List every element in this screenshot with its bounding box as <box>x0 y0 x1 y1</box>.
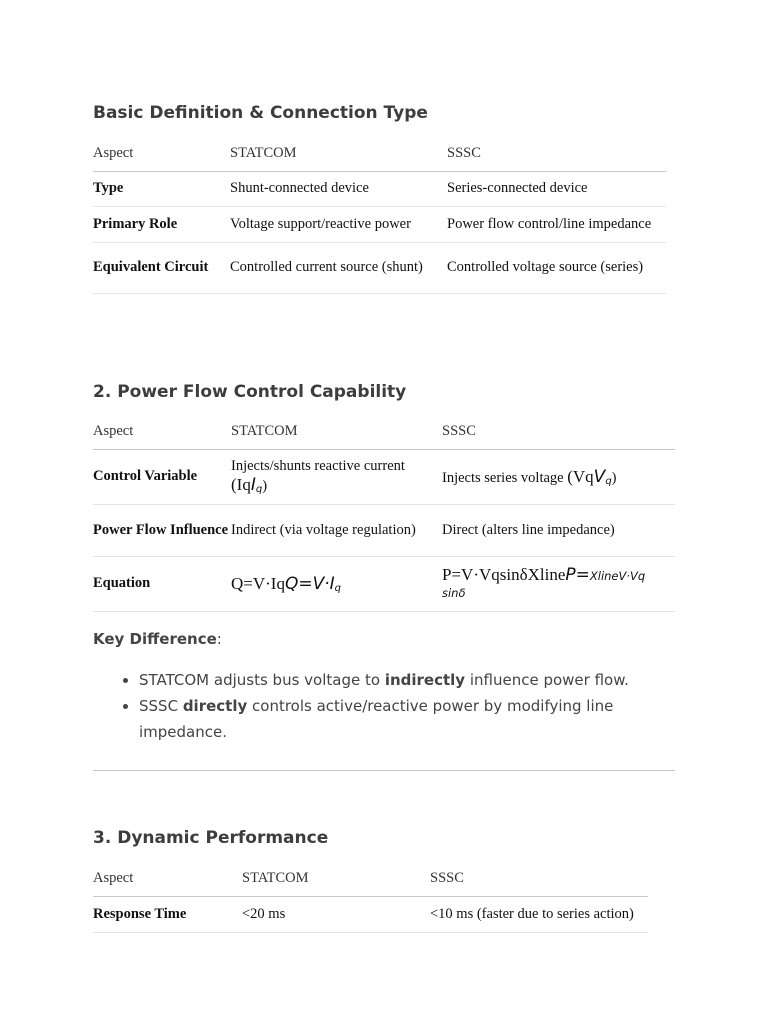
table-basic-definition <box>93 136 666 294</box>
equation-italic: P= <box>565 565 590 585</box>
equation-plain: Q=V·Iq <box>231 573 285 593</box>
header-sssc: SSSC <box>430 861 648 896</box>
row-aspect: Control Variable <box>93 449 231 504</box>
header-statcom: STATCOM <box>242 861 430 896</box>
table-dynamic-performance <box>93 861 648 933</box>
table-row <box>93 171 666 206</box>
row-statcom: Indirect (via voltage regulation) <box>231 504 442 556</box>
bullet-text: controls active/reactive power by modifying line impedance. <box>139 697 614 741</box>
equation-italic: Q=V·I <box>284 573 335 594</box>
bullet-text: SSSC <box>139 697 183 715</box>
row-sssc <box>442 449 675 504</box>
header-aspect: Aspect <box>93 414 231 449</box>
section-divider <box>93 770 675 771</box>
math-plain: (Vq <box>567 466 594 486</box>
table-row <box>93 504 675 556</box>
equation-fraction: XlineV·Vq <box>589 569 646 583</box>
row-statcom: Controlled current source (shunt) <box>230 242 447 293</box>
key-difference-heading <box>93 630 222 648</box>
table-row <box>93 556 675 611</box>
equation-subscript: q <box>334 582 341 594</box>
math-close: ) <box>262 478 268 494</box>
header-aspect: Aspect <box>93 136 230 171</box>
bullet-emphasis: indirectly <box>384 671 466 689</box>
row-aspect: Primary Role <box>93 206 230 242</box>
table-row <box>93 206 666 242</box>
row-aspect: Power Flow Influence <box>93 504 231 556</box>
section-title-basic-definition: Basic Definition & Connection Type <box>93 103 428 123</box>
math-plain: (Iq <box>231 475 251 494</box>
row-aspect: Equivalent Circuit <box>93 242 230 293</box>
bullet-text: STATCOM adjusts bus voltage to <box>139 671 385 689</box>
section-title-dynamic-performance: 3. Dynamic Performance <box>93 828 329 848</box>
bullet-text: influence power flow. <box>465 671 629 689</box>
table-header-row <box>93 861 648 896</box>
cell-text: Injects/shunts reactive current <box>231 458 405 474</box>
table-header-row <box>93 136 666 171</box>
row-sssc <box>442 556 675 611</box>
bullet-emphasis: directly <box>182 697 248 715</box>
table-row <box>93 242 666 293</box>
row-aspect: Equation <box>93 556 231 611</box>
header-statcom: STATCOM <box>231 414 442 449</box>
row-aspect: Response Time <box>93 896 242 932</box>
row-statcom <box>231 556 442 611</box>
equation-plain: P=V·VqsinδXline <box>442 565 566 584</box>
table-header-row <box>93 414 675 449</box>
list-item <box>139 667 699 693</box>
row-statcom: <20 ms <box>242 896 430 932</box>
equation-line2: sinδ <box>442 586 466 600</box>
math-italic: V <box>593 466 606 487</box>
table-row <box>93 449 675 504</box>
key-difference-colon: : <box>216 630 222 648</box>
header-sssc: SSSC <box>442 414 675 449</box>
math-close: ) <box>611 469 617 486</box>
table-row <box>93 896 648 932</box>
header-sssc: SSSC <box>447 136 666 171</box>
cell-text: Injects series voltage <box>442 469 568 486</box>
key-difference-list <box>93 667 699 745</box>
row-sssc: Controlled voltage source (series) <box>447 242 666 293</box>
row-aspect: Type <box>93 171 230 206</box>
math-italic: I <box>250 475 256 495</box>
row-statcom: Voltage support/reactive power <box>230 206 447 242</box>
section-title-power-flow: 2. Power Flow Control Capability <box>93 382 407 402</box>
row-sssc: <10 ms (faster due to series action) <box>430 896 648 932</box>
row-sssc: Direct (alters line impedance) <box>442 504 675 556</box>
math-subscript: q <box>605 475 612 487</box>
header-aspect: Aspect <box>93 861 242 896</box>
row-sssc: Power flow control/line impedance <box>447 206 666 242</box>
table-power-flow <box>93 414 675 612</box>
math-subscript: q <box>255 484 263 495</box>
header-statcom: STATCOM <box>230 136 447 171</box>
row-statcom <box>231 449 442 504</box>
list-item <box>139 693 699 745</box>
row-sssc: Series-connected device <box>447 171 666 206</box>
row-statcom: Shunt-connected device <box>230 171 447 206</box>
key-difference-label: Key Difference <box>93 630 217 648</box>
